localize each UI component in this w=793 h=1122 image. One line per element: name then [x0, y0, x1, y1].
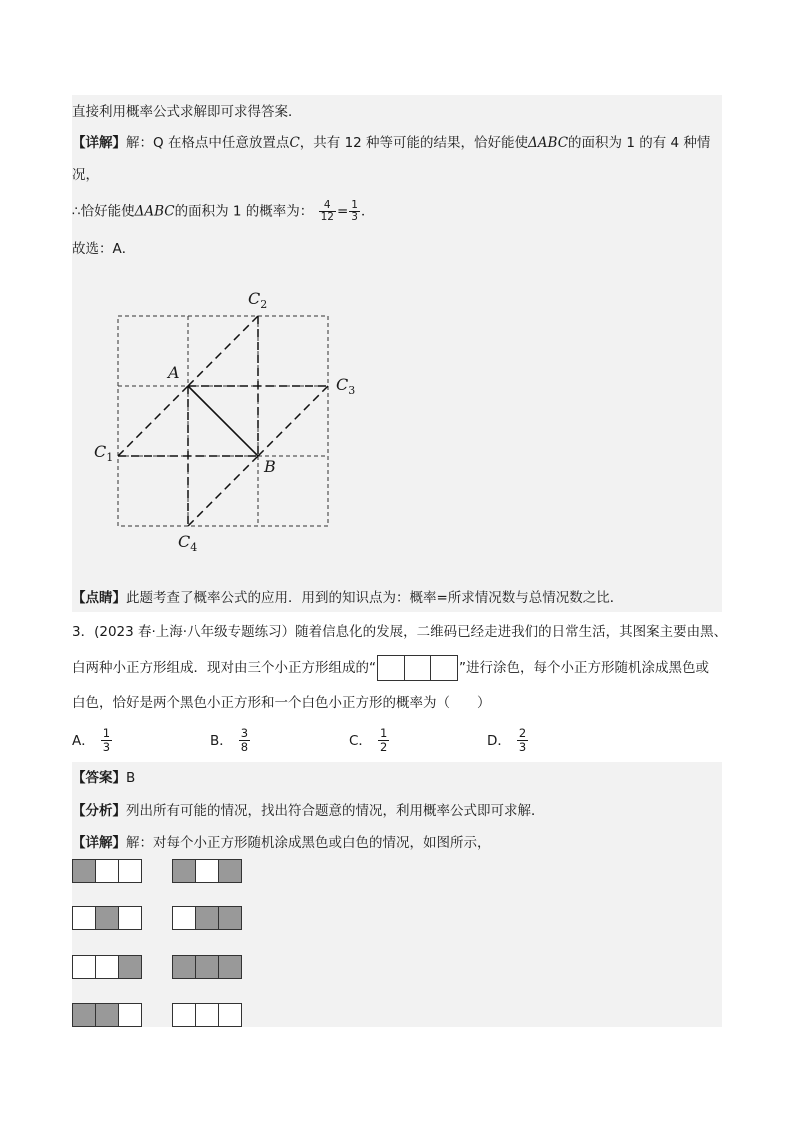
- question3-line1: 3．(2023 春·上海·八年级专题练习）随着信息化的发展，二维码已经走进我们的日常生活，其图案主要由黑、: [72, 624, 728, 640]
- option-d[interactable]: D． $\frac{2}{3}$: [487, 726, 527, 754]
- label-a: A: [168, 363, 180, 382]
- probability-line: ∴恰好能使ΔABC的面积为 1 的概率为： $\frac{4}{12}$ = $\frac{1}{3}$ ．: [72, 199, 375, 223]
- option-a[interactable]: A． $\frac{1}{3}$: [72, 726, 111, 754]
- dark-square: [195, 955, 219, 979]
- answer-line: [72, 768, 135, 788]
- coloring-grid: [72, 906, 142, 930]
- white-square: [218, 1003, 242, 1027]
- coloring-grid: [72, 955, 142, 979]
- detail3-line: 【详解】解：对每个小正方形随机涂成黑色或白色的情况，如图所示，: [72, 835, 491, 851]
- white-square: [172, 1003, 196, 1027]
- label-c2: $C_2$: [248, 289, 268, 311]
- coloring-grid: [172, 906, 242, 930]
- option-c[interactable]: C． $\frac{1}{2}$: [349, 726, 388, 754]
- label-c1: $C_1$: [94, 442, 114, 464]
- dark-square: [172, 859, 196, 883]
- white-square: [72, 906, 96, 930]
- white-square: [72, 955, 96, 979]
- label-b: B: [264, 457, 276, 476]
- analysis-line: 【分析】列出所有可能的情况，找出符合题意的情况，利用概率公式即可求解．: [72, 803, 545, 819]
- detail-line-2: 况，: [72, 167, 99, 183]
- detail-tag: 【详解】: [72, 135, 126, 151]
- segment-ab: [188, 386, 258, 456]
- comment-line: 【点睛】此题考查了概率公式的应用．用到的知识点为：概率=所求情况数与总情况数之比．: [72, 590, 624, 606]
- analysis-tag: 【分析】: [72, 803, 126, 819]
- point-c: C: [289, 135, 300, 151]
- three-square-strip: [377, 655, 458, 681]
- coloring-grid: [172, 1003, 242, 1027]
- coloring-grid: [172, 955, 242, 979]
- dark-square: [195, 906, 219, 930]
- choice-line: 故选：A．: [72, 241, 136, 257]
- option-b[interactable]: B． $\frac{3}{8}$: [210, 726, 249, 754]
- dark-square: [72, 1003, 96, 1027]
- comment-tag: 【点睛】: [72, 590, 126, 606]
- question3-line3: 白色，恰好是两个黑色小正方形和一个白色小正方形的概率为（ ）: [72, 695, 491, 711]
- white-square: [195, 1003, 219, 1027]
- white-square: [172, 906, 196, 930]
- question3-line2: 白两种小正方形组成．现对由三个小正方形组成的“ ”进行涂色，每个小正方形随机涂成黑色或: [72, 655, 709, 681]
- answer-tag: 【答案】: [72, 770, 126, 786]
- dark-square: [72, 859, 96, 883]
- label-c3: $C_3$: [336, 375, 356, 397]
- dark-square: [218, 859, 242, 883]
- answer-value: B: [126, 770, 136, 786]
- white-square: [118, 906, 142, 930]
- label-c4: $C_4$: [178, 532, 198, 554]
- detail-line-1: 【详解】解：Q 在格点中任意放置点C，共有 12 种等可能的结果，恰好能使ΔABC的面积为 1 的有 4 种情: [72, 135, 711, 151]
- dark-square: [95, 1003, 119, 1027]
- white-square: [195, 859, 219, 883]
- dark-square: [218, 955, 242, 979]
- method-line: 直接利用概率公式求解即可求得答案．: [72, 104, 302, 120]
- therefore-symbol: ∴: [72, 203, 81, 220]
- coloring-grid: [72, 859, 142, 883]
- dark-square: [172, 955, 196, 979]
- white-square: [118, 1003, 142, 1027]
- white-square: [95, 859, 119, 883]
- fraction-1-3: $\frac{1}{3}$: [351, 199, 358, 223]
- dark-square: [95, 906, 119, 930]
- coloring-grid: [72, 1003, 142, 1027]
- coloring-grid: [172, 859, 242, 883]
- dark-square: [218, 906, 242, 930]
- white-square: [95, 955, 119, 979]
- dark-square: [118, 955, 142, 979]
- fraction-4-12: $\frac{4}{12}$: [320, 199, 334, 223]
- white-square: [118, 859, 142, 883]
- triangle-abc: ΔABC: [528, 135, 569, 151]
- detail3-tag: 【详解】: [72, 835, 126, 851]
- because-symbol: Q: [153, 135, 164, 151]
